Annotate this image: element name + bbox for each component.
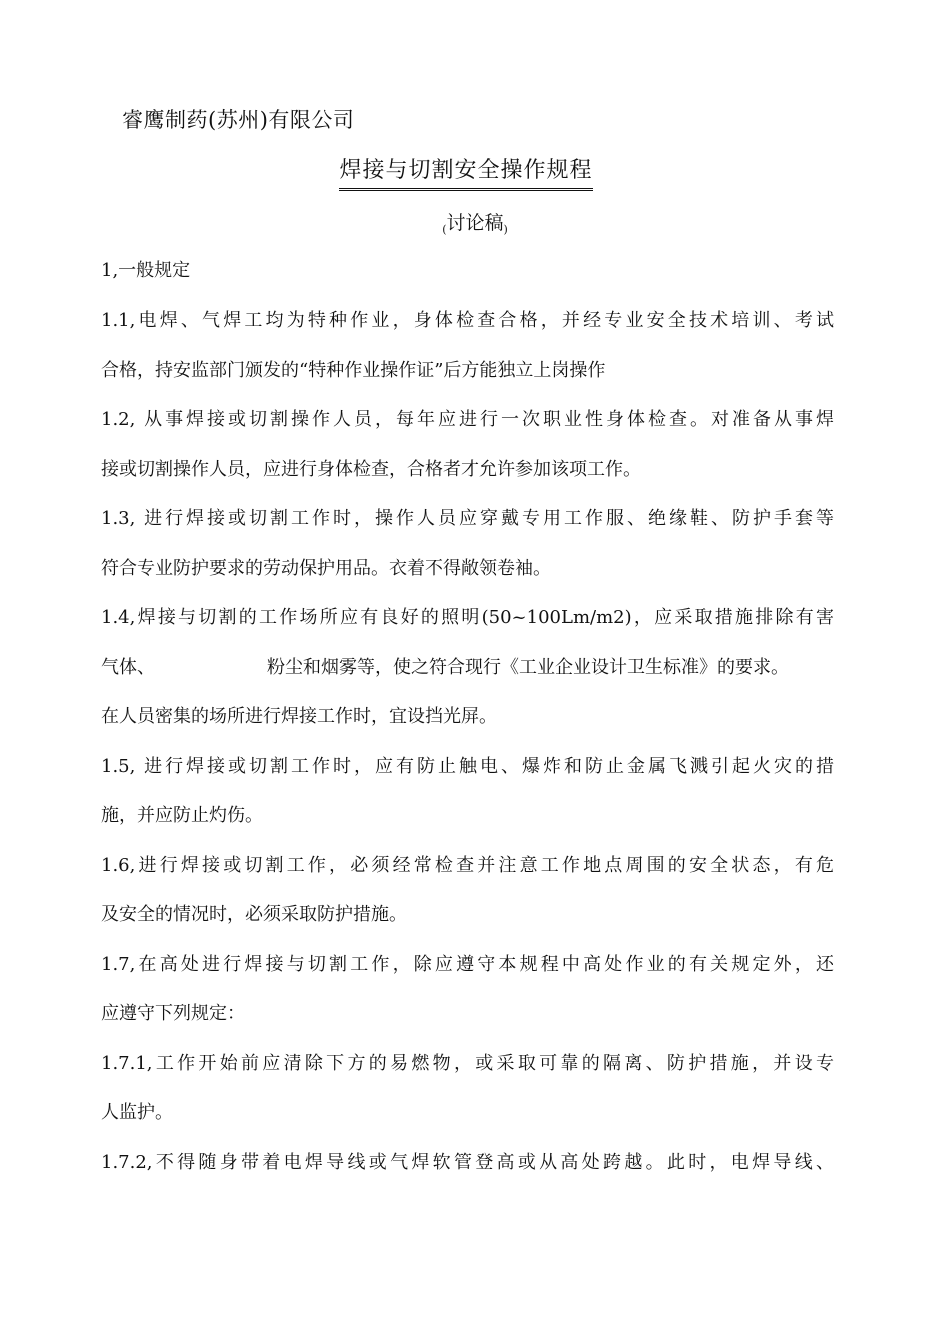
- paragraph-1-2: [101, 395, 834, 494]
- paragraph-line: 1.1,电焊、气焊工均为特种作业，身体检查合格，并经专业安全技术培训、考试: [101, 310, 834, 331]
- paragraph-line: 1.7,在高处进行焊接与切割工作，除应遵守本规程中高处作业的有关规定外，还: [101, 953, 834, 975]
- title-block: [333, 153, 599, 191]
- subtitle-text: 讨论稿: [446, 212, 504, 234]
- paragraph-line: 及安全的情况时，必须采取防护措施。: [101, 904, 407, 925]
- paragraph-line: [101, 643, 834, 693]
- paragraph-1-3: [101, 494, 834, 593]
- paragraph-line: 1.6,进行焊接或切割工作，必须经常检查并注意工作地点周围的安全状态，有危: [101, 854, 834, 876]
- paragraph-line: 1.7.1,工作开始前应清除下方的易燃物，或采取可靠的隔离、防护措施，并设专: [101, 1052, 834, 1074]
- section-heading: 1,一般规定: [101, 260, 191, 281]
- subtitle-open-paren: (: [442, 223, 447, 236]
- paragraph-fragment: 粉尘和烟雾等，使之符合现行《工业企业设计卫生标准》的要求。: [267, 656, 789, 678]
- subtitle-close-paren: ): [503, 223, 508, 236]
- paragraph-1-1: [101, 296, 834, 395]
- paragraph-1-7-1: [101, 1039, 834, 1138]
- paragraph-line: 接或切割操作人员，应进行身体检查，合格者才允许参加该项工作。: [101, 458, 641, 480]
- paragraph-line: 人监护。: [101, 1102, 173, 1123]
- paragraph-line: 1.7.2,不得随身带着电焊导线或气焊软管登高或从高处跨越。此时，电焊导线、: [101, 1151, 834, 1173]
- paragraph-fragment: 气体、: [101, 656, 155, 678]
- document-subtitle: [0, 208, 950, 236]
- paragraph-1-5: [101, 742, 834, 841]
- paragraph-1-7: [101, 940, 834, 1039]
- paragraph-line: 符合专业防护要求的劳动保护用品。衣着不得敞领卷袖。: [101, 557, 551, 579]
- paragraph-line: 1.3, 进行焊接或切割工作时，操作人员应穿戴专用工作服、绝缘鞋、防护手套等: [101, 508, 834, 529]
- paragraph-line: 1.4,焊接与切割的工作场所应有良好的照明(50~100Lm/m2)，应采取措施排除有害: [101, 607, 834, 628]
- company-name: 睿鹰制药(苏州)有限公司: [122, 108, 355, 132]
- document-title: 焊接与切割安全操作规程: [339, 153, 592, 191]
- paragraph-line: 合格，持安监部门颁发的“特种作业操作证”后方能独立上岗操作: [101, 359, 606, 381]
- paragraph-line: 1.2, 从事焊接或切割操作人员，每年应进行一次职业性身体检查。对准备从事焊: [101, 409, 834, 430]
- paragraph-line: 应遵守下列规定：: [101, 1003, 245, 1024]
- paragraph-line: 施，并应防止灼伤。: [101, 805, 263, 826]
- document-body: [101, 255, 834, 1187]
- paragraph-1-4: [101, 593, 834, 742]
- paragraph-line: 1.5, 进行焊接或切割工作时，应有防止触电、爆炸和防止金属飞溅引起火灾的措: [101, 755, 834, 777]
- paragraph-1-7-2: [101, 1138, 834, 1188]
- paragraph-1-6: [101, 841, 834, 940]
- paragraph-line: 在人员密集的场所进行焊接工作时，宜设挡光屏。: [101, 706, 497, 727]
